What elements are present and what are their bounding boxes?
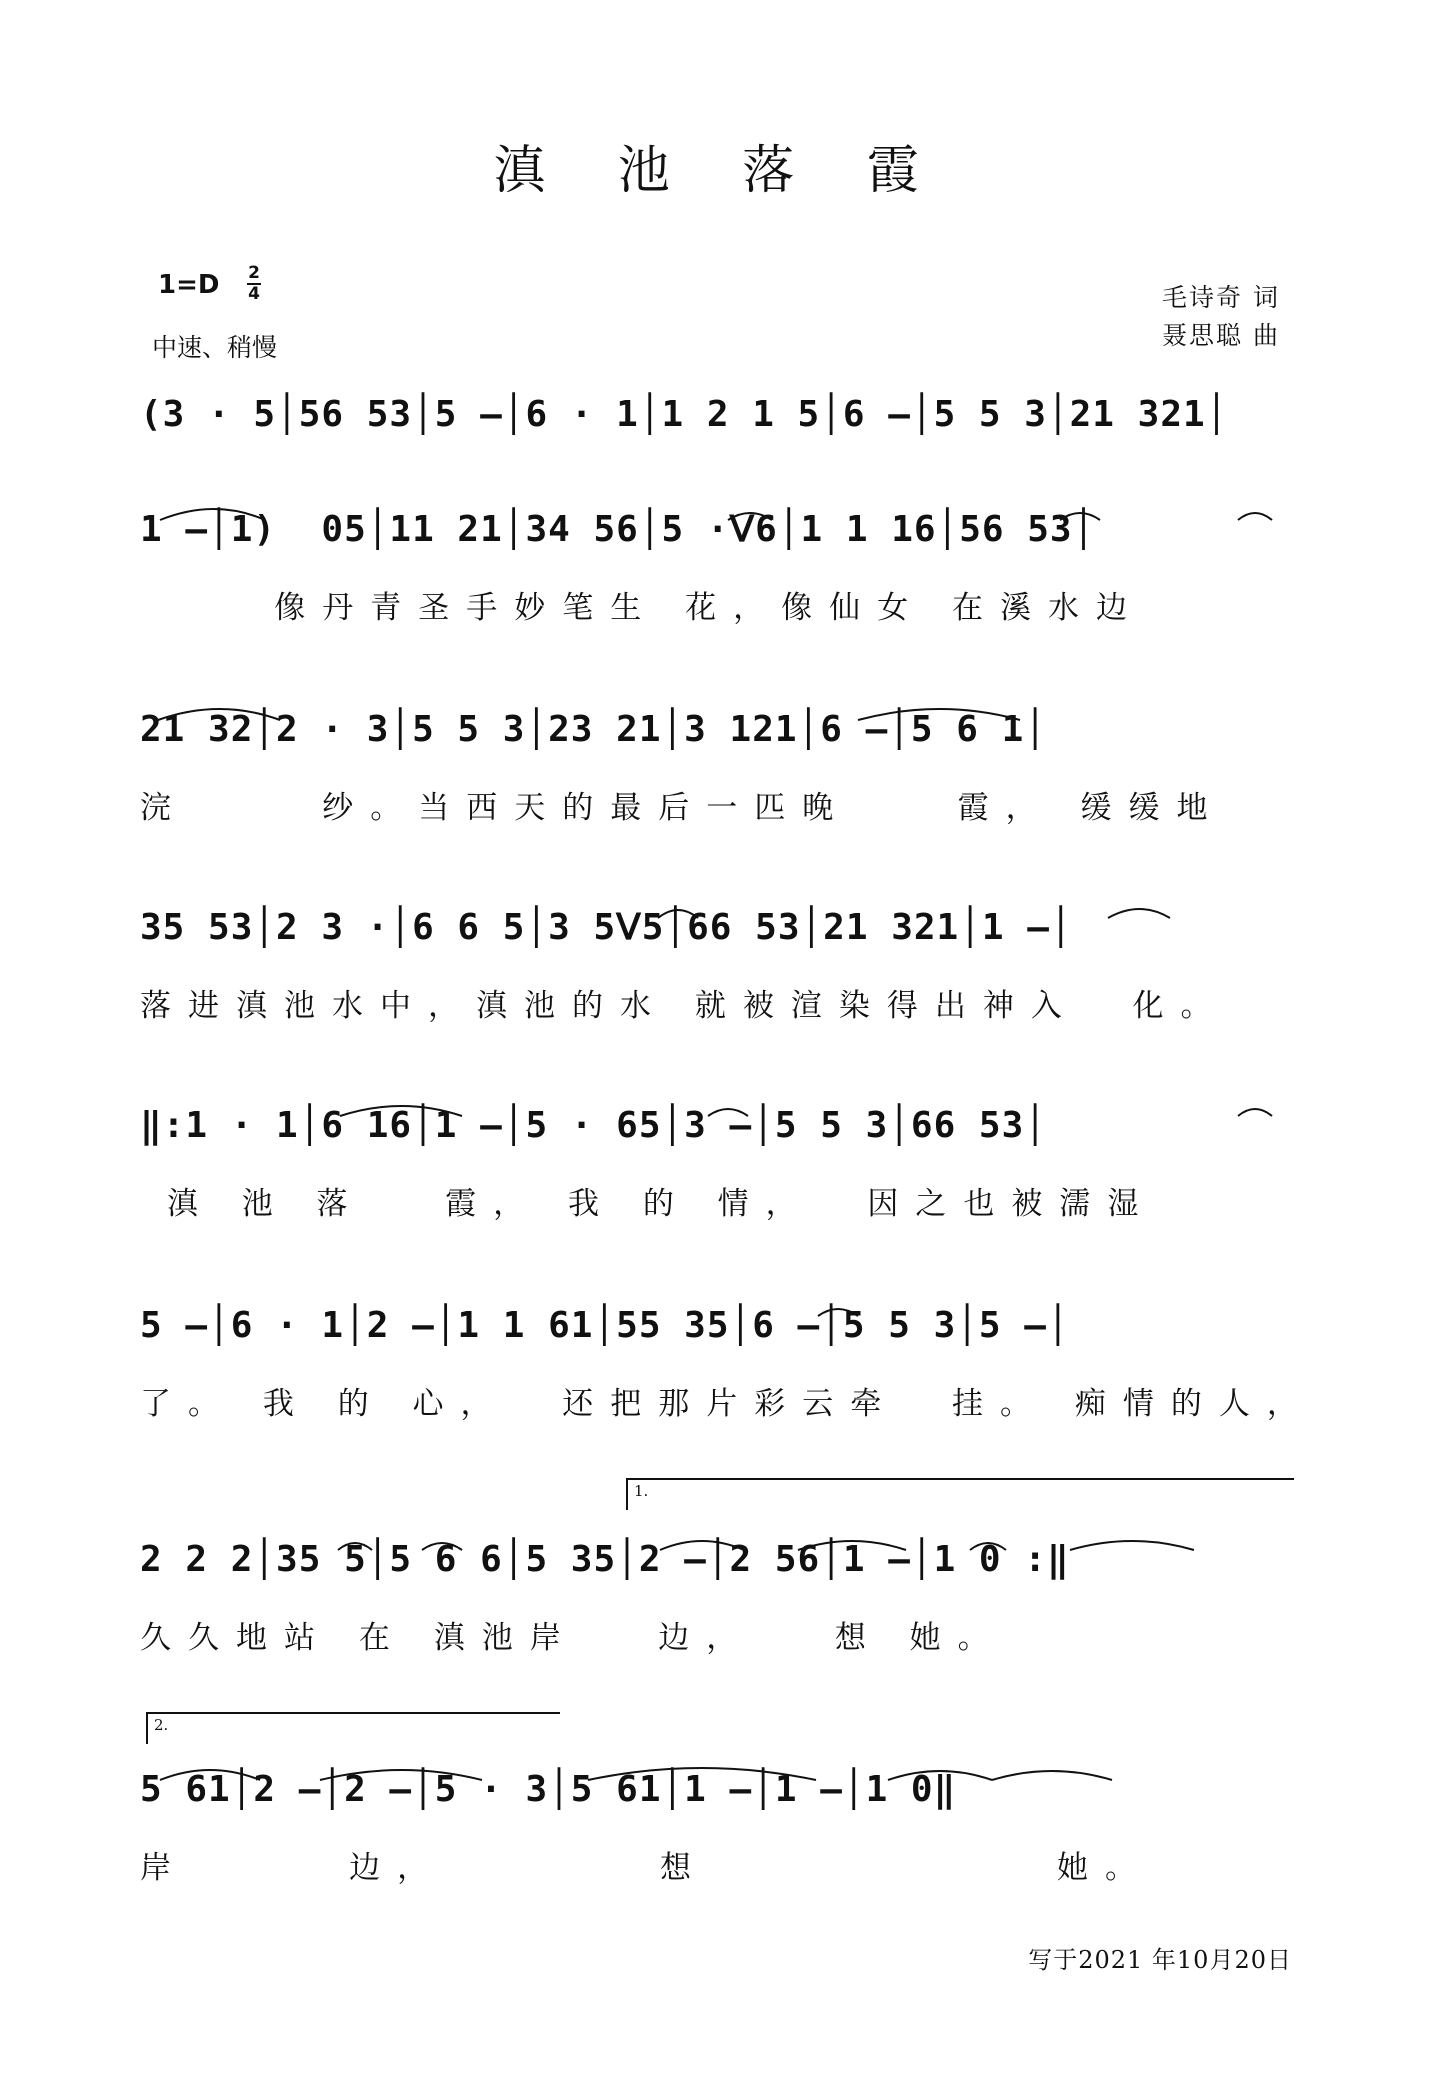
lyrics-line: 了。 我 的 心， 还把那片彩云牵 挂。 痴情的人，	[140, 1386, 1315, 1422]
tempo-marking: 中速、稍慢	[152, 333, 278, 362]
notation-line: 5 –│6 · 1│2 –│1 1 61│55 35│6 –│5 5 3│5 –│	[140, 1305, 1070, 1346]
notation-line: (3 · 5│56 53│5 –│6 · 1│1 2 1 5│6 –│5 5 3│21 321│	[140, 394, 1229, 435]
notation-line: 35 53│2 3 ·│6 6 5│3 5ᐯ5│66 53│21 321│1 –│	[140, 907, 1073, 948]
staff-line-2	[140, 500, 1300, 660]
song-title: 滇 池 落 霞	[493, 141, 947, 201]
volta-bracket-1	[626, 1478, 1294, 1510]
meter-top: 2	[248, 263, 260, 283]
notation-line: ‖:1 · 1│6 16│1 –│5 · 65│3 –│5 5 3│66 53│	[140, 1105, 1047, 1146]
lyrics-line: 滇 池 落 霞， 我 的 情， 因之也被濡湿	[140, 1186, 1156, 1222]
volta-bracket-2	[146, 1712, 560, 1744]
staff-line-5	[140, 1096, 1300, 1256]
date-footer: 写于2021 年10月20日	[1028, 1946, 1292, 1974]
staff-line-6	[140, 1296, 1315, 1456]
lyrics-line: 久久地站 在 滇池岸 边， 想 她。	[140, 1620, 1006, 1656]
key-signature: 1=D	[158, 270, 220, 300]
lyrics-line: 落进滇池水中，滇池的水 就被渲染得出神入 化。	[140, 988, 1229, 1024]
composer-credit: 聂思聪 曲	[1162, 321, 1280, 350]
staff-line-4	[140, 898, 1300, 1058]
lyrics-line: 像丹青圣手妙笔生 花，像仙女 在溪水边	[140, 590, 1144, 626]
staff-line-8	[140, 1760, 1300, 1920]
lyrics-line: 岸 边， 想 她。	[140, 1850, 1154, 1886]
notation-line: 1 –│1) 05│11 21│34 56│5 ·ᐯ6│1 1 16│56 53│	[140, 509, 1096, 550]
volta-label: 1.	[634, 1482, 649, 1500]
volta-label: 2.	[154, 1716, 169, 1734]
lyricist-credit: 毛诗奇 词	[1162, 283, 1280, 312]
notation-line: 21 32│2 · 3│5 5 3│23 21│3 121│6 –│5 6 1│	[140, 709, 1047, 750]
staff-line-3	[140, 700, 1300, 860]
staff-line-7	[140, 1530, 1300, 1690]
notation-line: 5 61│2 –│2 –│5 · 3│5 61│1 –│1 –│1 0‖	[140, 1769, 957, 1810]
lyrics-line: 浣 纱。当西天的最后一匹晚 霞， 缓缓地	[140, 790, 1225, 826]
time-signature	[246, 264, 262, 304]
notation-line: 2 2 2│35 5│5 6 6│5 35│2 –│2 56│1 –│1 0 :‖	[140, 1539, 1070, 1580]
meter-bottom: 4	[248, 284, 260, 304]
